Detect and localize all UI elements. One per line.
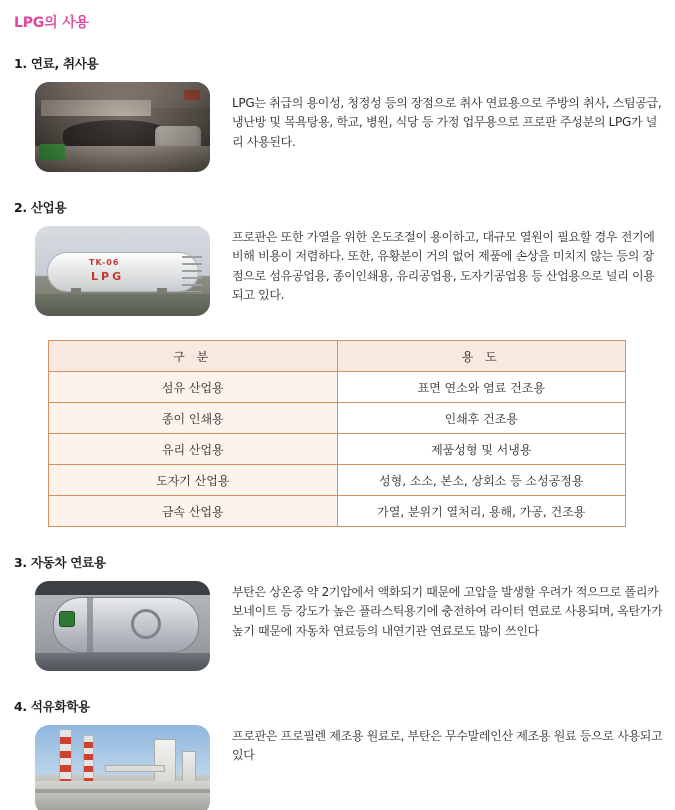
section-4-row xyxy=(0,725,675,810)
section-2-text: 프로판은 또한 가열을 위한 온도조절이 용이하고, 대규모 열원이 필요할 경우 전기에 비해 비용이 저렴하다. 또한, 유황분이 거의 없어 제품에 손상을 미치지 않는 등의 장점으로 섬유공업용, 종이인쇄용, 유리공업용, 도자기공업용 등 산업용으로 널리 이용되고 있다. xyxy=(232,230,655,303)
petrochemical-plant-photo xyxy=(35,725,210,810)
table-cell-category: 유리 산업용 xyxy=(49,434,338,465)
table-cell-usage: 제품성형 및 서냉용 xyxy=(337,434,626,465)
table-cell-category: 섬유 산업용 xyxy=(49,372,338,403)
kitchen-photo xyxy=(35,82,210,172)
table-cell-category: 도자기 산업용 xyxy=(49,465,338,496)
table-cell-category: 금속 산업용 xyxy=(49,496,338,527)
table-cell-usage: 표면 연소와 염료 건조용 xyxy=(337,372,626,403)
section-heading-3: 3. 자동차 연료용 xyxy=(14,555,106,570)
section-4-text: 프로판은 프로필렌 제조용 원료로, 부탄은 무수말레인산 제조용 원료 등으로 사용되고 있다 xyxy=(232,729,663,763)
section-heading-4: 4. 석유화학용 xyxy=(14,699,90,714)
table-header-cell-1: 용 도 xyxy=(337,341,626,372)
table-header-cell-0: 구 분 xyxy=(49,341,338,372)
usage-table xyxy=(48,340,626,527)
vehicle-lpg-tank-photo xyxy=(35,581,210,671)
table-row xyxy=(49,434,626,465)
section-1-row xyxy=(0,82,675,172)
table-header-row xyxy=(49,341,626,372)
section-3-text: 부탄은 상온중 약 2기압에서 액화되기 때문에 고압을 발생할 우려가 적으므로 폴리카보네이트 등 강도가 높은 플라스틱용기에 충전하여 라이터 연료로 사용되며, 옥탄가가 높기 때문에 자동차 연료등의 내연기관 연료로도 많이 쓰인다 xyxy=(232,585,663,638)
table-cell-usage: 가열, 분위기 열처리, 용해, 가공, 건조용 xyxy=(337,496,626,527)
table-cell-category: 종이 인쇄용 xyxy=(49,403,338,434)
section-2-row xyxy=(0,226,675,316)
table-row xyxy=(49,372,626,403)
lpg-storage-tank-photo: TK-06 LPG xyxy=(35,226,210,316)
section-heading-2: 2. 산업용 xyxy=(14,200,67,215)
section-heading-1: 1. 연료, 취사용 xyxy=(14,56,99,71)
table-cell-usage: 인쇄후 건조용 xyxy=(337,403,626,434)
usage-table-wrap xyxy=(0,340,675,527)
page-title: LPG의 사용 xyxy=(14,15,89,31)
table-row xyxy=(49,403,626,434)
table-row xyxy=(49,496,626,527)
section-1-text: LPG는 취급의 용이성, 청정성 등의 장점으로 취사 연료용으로 주방의 취사, 스팀공급, 냉난방 및 목욕탕용, 학교, 병원, 식당 등 가정 업무용으로 프로판 주성분의 LPG가 널리 사용된다. xyxy=(232,96,662,149)
table-cell-usage: 성형, 소소, 본소, 상회소 등 소성공정용 xyxy=(337,465,626,496)
table-row xyxy=(49,465,626,496)
section-3-row xyxy=(0,581,675,671)
